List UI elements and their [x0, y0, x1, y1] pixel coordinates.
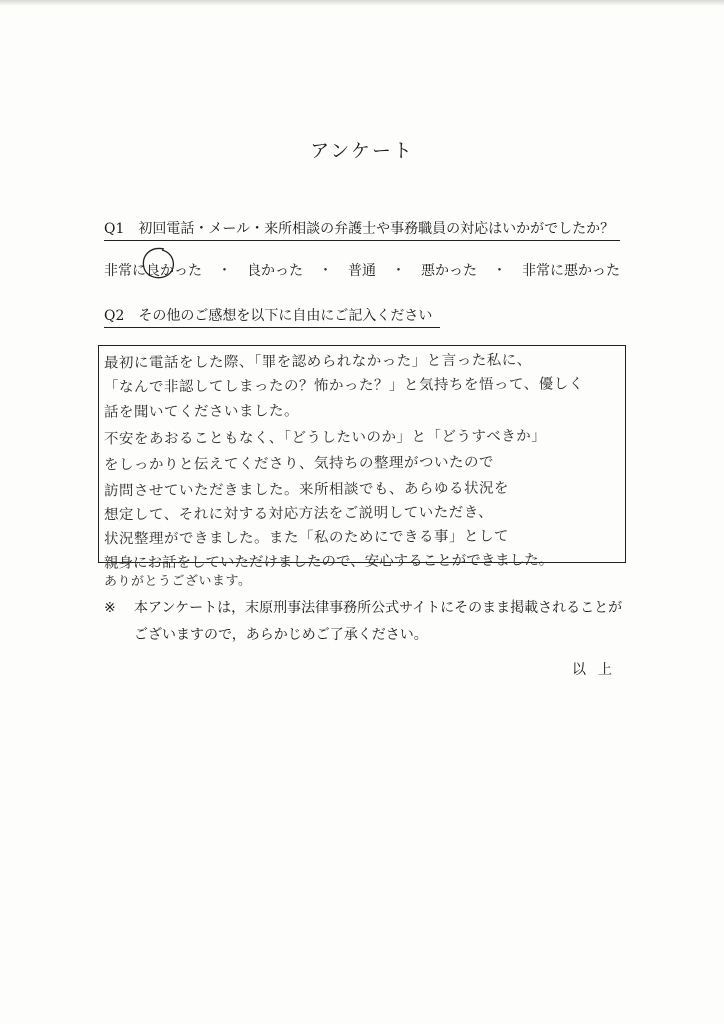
option-separator: ・ — [217, 263, 232, 279]
note-mark: ※ — [104, 600, 116, 616]
question-1-text: 初回電話・メール・来所相談の弁護士や事務職員の対応はいかがでしたか？ — [138, 221, 615, 237]
handwritten-line: 訪問させていただきました。来所相談でも、あらゆる状況を — [103, 480, 510, 500]
option-separator: ・ — [391, 263, 406, 279]
handwritten-line: をしっかりと伝えてくださり、気持ちの整理がついたので — [103, 454, 495, 474]
handwritten-line: 想定して、それに対する対応方法をご説明していただき、 — [103, 504, 494, 524]
handwritten-line: 「なんで非認してしまったの？怖かった？」と気持ちを悟って、優しく — [103, 376, 584, 396]
question-1-options — [104, 260, 620, 280]
option-very-good-label: 非常に良かった — [104, 263, 202, 279]
handwritten-line: ありがとうございます。 — [103, 573, 252, 590]
note-text: 本アンケートは，末原刑事法律事務所公式サイトにそのまま掲載されることがございますので，あらかじめご了承ください。 — [134, 600, 623, 643]
option-good[interactable]: 良かった — [247, 263, 303, 279]
question-2-number: Q2 — [104, 308, 125, 324]
question-2 — [104, 305, 440, 328]
option-bad[interactable]: 悪かった — [421, 263, 477, 279]
option-very-bad[interactable]: 非常に悪かった — [522, 263, 620, 279]
handwritten-line: 不安をあおることもなく、「どうしたいのか」と「どうすべきか」 — [103, 428, 547, 448]
closing-text: 以上 — [572, 662, 624, 678]
page-title: アンケート — [310, 140, 414, 162]
publication-note — [104, 595, 624, 649]
option-normal[interactable]: 普通 — [348, 263, 376, 279]
handwritten-line: 親身にお話をしていただけましたので、安心することができました。 — [103, 552, 554, 572]
option-very-good[interactable] — [104, 260, 202, 280]
handwritten-line: 最初に電話をした際、「罪を認められなかった」と言った私に、 — [103, 352, 532, 372]
option-separator: ・ — [492, 263, 507, 279]
question-2-text: その他のご感想を以下に自由にご記入ください — [138, 308, 433, 324]
option-separator: ・ — [318, 263, 333, 279]
handwritten-line: 状況整理ができました。また「私のためにできる事」として — [103, 528, 510, 548]
handwritten-line: 話を聞いてくださいました。 — [103, 403, 300, 421]
question-1-number: Q1 — [104, 221, 125, 237]
scan-edge — [0, 0, 724, 6]
question-1 — [104, 218, 620, 241]
